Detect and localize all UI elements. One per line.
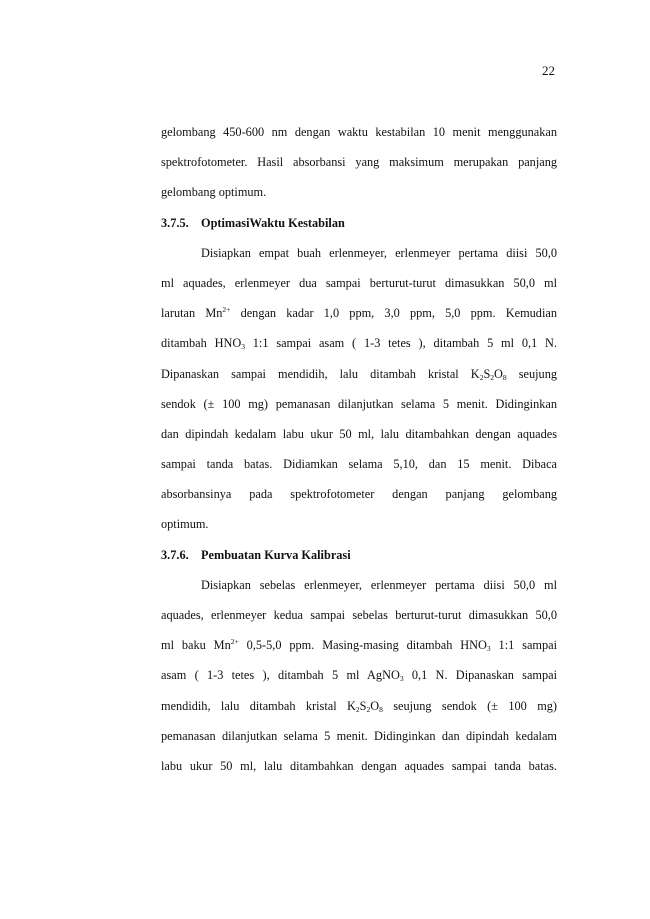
paragraph-line: mendidih, lalu ditambah kristal $K_2S_2O_8$ seujung sendok (± 100 mg)	[161, 698, 557, 714]
paragraph-line: sendok (± 100 mg) pemanasan dilanjutkan selama 5 menit. Didinginkan	[161, 396, 557, 411]
superscript: 2+	[230, 637, 239, 647]
paragraph-line: aquades, erlenmeyer kedua sampai sebelas berturut-turut dimasukkan 50,0	[161, 608, 557, 622]
paragraph-line: asam ( 1-3 tetes ), ditambah 5 ml AgNO$_3$ 0,1 N. Dipanaskan sampai	[161, 668, 557, 684]
section-number: 3.7.5.	[161, 215, 189, 230]
paragraph-line: gelombang 450-600 nm dengan waktu kestabilan 10 menit menggunakan	[161, 125, 557, 139]
paragraph-line: ditambah $HNO_3$ 1:1 sampai asam ( 1-3 tetes ), ditambah 5 ml 0,1 N.	[161, 336, 557, 352]
paragraph-line: spektrofotometer. Hasil absorbansi yang maksimum merupakan panjang	[161, 155, 557, 170]
paragraph-line: labu ukur 50 ml, lalu ditambahkan dengan aquades sampai tanda batas.	[161, 758, 557, 773]
superscript: 2+	[222, 305, 231, 315]
section-title: Pembuatan Kurva Kalibrasi	[201, 547, 351, 562]
paragraph-line: Dipanaskan sampai mendidih, lalu ditambah kristal $K_2S_2O_8$ seujung	[161, 366, 558, 382]
subscript: 2	[490, 372, 495, 382]
paragraph-line: Disiapkan sebelas erlenmeyer, erlenmeyer pertama diisi 50,0 ml	[201, 577, 557, 592]
paragraph-line: gelombang optimum.	[161, 185, 267, 200]
body-text	[161, 122, 557, 786]
subscript: 3	[241, 342, 245, 352]
subscript: 3	[399, 674, 404, 684]
page-number: 22	[542, 63, 555, 78]
paragraph-line: pemanasan dilanjutkan selama 5 menit. Didinginkan dan dipindah kedalam	[161, 728, 557, 743]
paragraph-line: absorbansinya pada spektrofotometer dengan panjang gelombang	[161, 487, 557, 502]
section-number: 3.7.6.	[161, 547, 189, 562]
subscript: 2	[479, 372, 484, 382]
subscript: 3	[486, 644, 491, 654]
paragraph-line: dan dipindah kedalam labu ukur 50 ml, lalu ditambahkan dengan aquades	[161, 426, 557, 441]
paragraph-line: larutan $Mn^{2+}$ dengan kadar 1,0 ppm, 3,0 ppm, 5,0 ppm. Kemudian	[161, 305, 557, 321]
section-heading-3-7-5	[161, 213, 557, 243]
paragraph-line: optimum.	[161, 517, 209, 532]
section-title: OptimasiWaktu Kestabilan	[201, 215, 345, 230]
section-heading-3-7-6	[161, 545, 557, 575]
paragraph-line: ml aquades, erlenmeyer dua sampai berturut-turut dimasukkan 50,0 ml	[161, 275, 557, 290]
paragraph-line: Disiapkan empat buah erlenmeyer, erlenmeyer pertama diisi 50,0	[201, 245, 557, 260]
subscript: 8	[379, 704, 383, 714]
subscript: 2	[366, 704, 371, 714]
subscript: 8	[502, 372, 507, 382]
subscript: 2	[355, 704, 360, 714]
paragraph-line: sampai tanda batas. Didiamkan selama 5,10, dan 15 menit. Dibaca	[161, 457, 557, 472]
paragraph-line: ml baku $Mn^{2+}$ 0,5-5,0 ppm. Masing-masing ditambah $HNO_3$ 1:1 sampai	[161, 637, 557, 654]
